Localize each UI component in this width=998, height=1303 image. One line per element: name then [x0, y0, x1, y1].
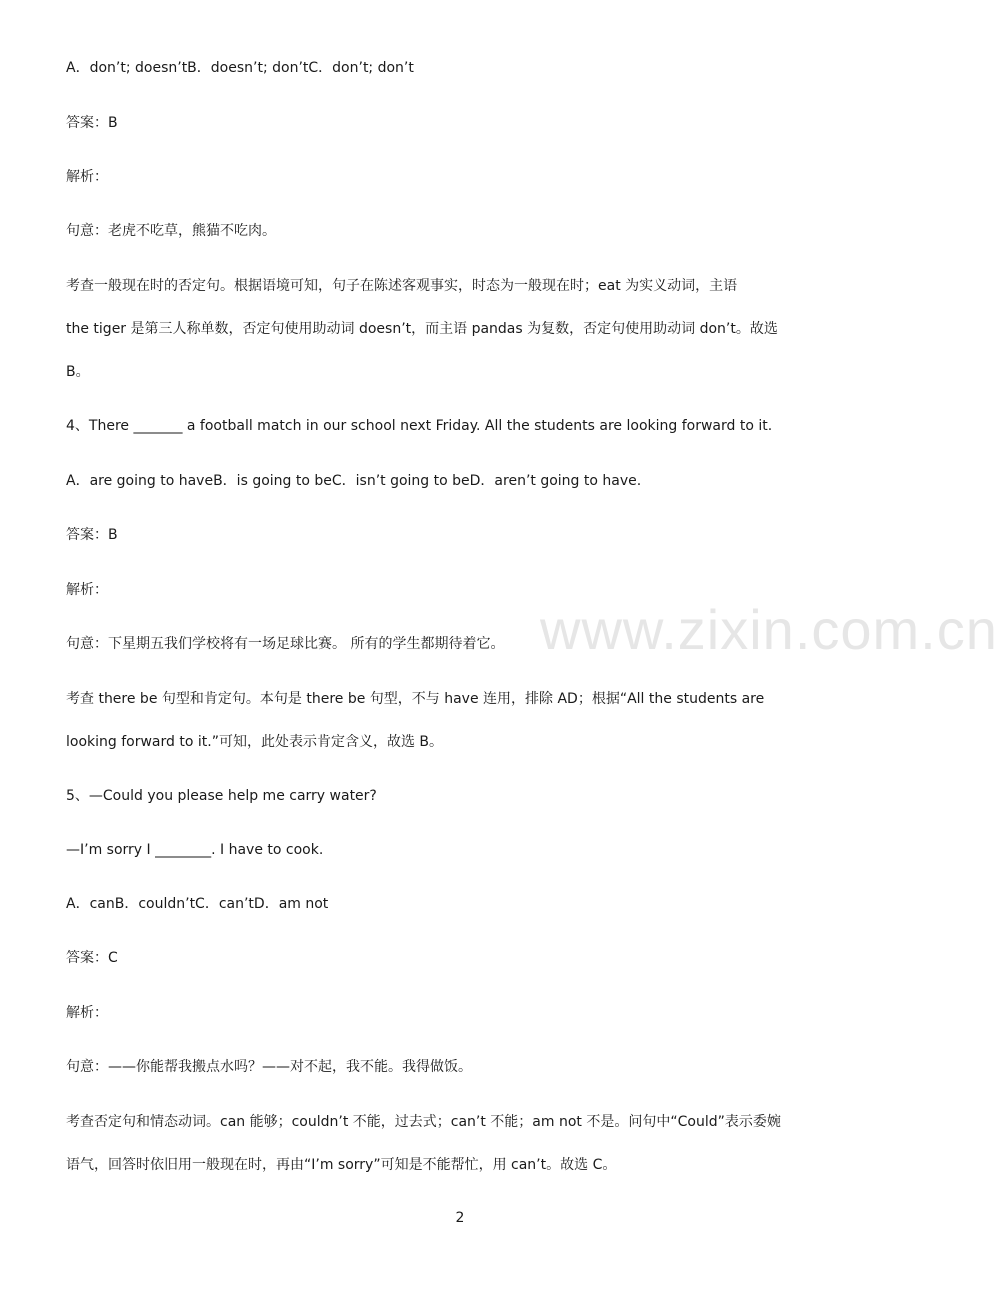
q5-explanation-2: 语气，回答时依旧用一般现在时，再由“I’m sorry”可知是不能帮忙，用 can’t。故选 C。: [66, 1157, 617, 1173]
q3-explanation-2: the tiger 是第三人称单数，否定句使用助动词 doesn’t，而主语 pandas 为复数，否定句使用助动词 don’t。故选: [66, 321, 778, 337]
q3-options: A．don’t; doesn’tB．doesn’t; don’tC．don’t; don’t: [66, 60, 414, 76]
q5-analysis-label: 解析：: [66, 1005, 108, 1021]
q4-meaning: 句意：下星期五我们学校将有一场足球比赛。 所有的学生都期待着它。: [66, 636, 505, 652]
q3-analysis-label: 解析：: [66, 169, 108, 185]
q4-explanation-1: 考查 there be 句型和肯定句。本句是 there be 句型，不与 have 连用，排除 AD；根据“All the students are: [66, 691, 765, 707]
q4-options: A．are going to haveB．is going to beC．isn’t going to beD．aren’t going to have.: [66, 473, 642, 489]
page-number: 2: [455, 1210, 465, 1226]
q4-answer: 答案：B: [66, 527, 118, 543]
q5-options: A．canB．couldn’tC．can’tD．am not: [66, 896, 329, 912]
watermark: www.zixin.com.cn: [540, 598, 998, 661]
q4-analysis-label: 解析：: [66, 582, 108, 598]
q3-explanation-1: 考查一般现在时的否定句。根据语境可知，句子在陈述客观事实，时态为一般现在时；eat 为实义动词，主语: [66, 278, 738, 294]
q4-explanation-2: looking forward to it.”可知，此处表示肯定含义，故选 B。: [66, 734, 443, 750]
q5-answer: 答案：C: [66, 950, 118, 966]
q5-question-2: —I’m sorry I ________. I have to cook.: [66, 842, 324, 858]
q3-meaning: 句意：老虎不吃草，熊猫不吃肉。: [66, 223, 276, 239]
q5-explanation-1: 考查否定句和情态动词。can 能够；couldn’t 不能，过去式；can’t 不能；am not 不是。问句中“Could”表示委婉: [66, 1114, 781, 1130]
q4-question: 4、There _______ a football match in our school next Friday. All the students are looking forward to it.: [66, 418, 773, 434]
q5-meaning: 句意：——你能帮我搬点水吗？——对不起，我不能。我得做饭。: [66, 1059, 472, 1075]
q3-answer: 答案：B: [66, 115, 118, 131]
q3-explanation-3: B。: [66, 364, 90, 380]
q5-question-1: 5、—Could you please help me carry water?: [66, 788, 377, 804]
